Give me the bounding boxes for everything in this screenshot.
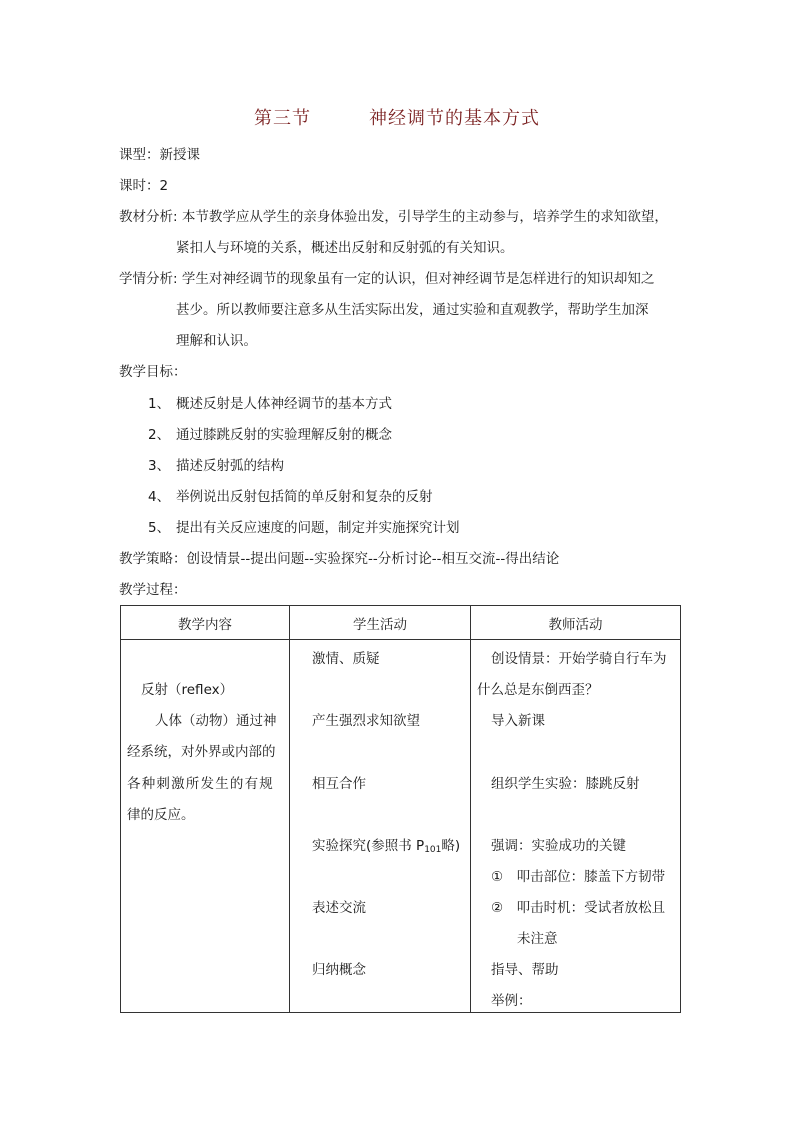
goal-item: 2、 通过膝跳反射的实验理解反射的概念: [148, 427, 392, 443]
student-activity: 实验探究(参照书 $P_{101}$略): [312, 838, 461, 855]
teacher-activity: 强调：实验成功的关键: [491, 838, 626, 854]
class-hours: 课时：2: [119, 178, 169, 194]
title-section: 第三节: [254, 108, 311, 129]
goal-item: 5、 提出有关反应速度的问题，制定并实施探究计划: [148, 520, 460, 536]
teacher-activity: 创设情景：开始学骑自行车为: [491, 651, 667, 667]
teacher-activity: 导入新课: [491, 713, 545, 729]
teacher-activity: 指导、帮助: [491, 962, 559, 978]
teacher-activity: 举例：: [491, 993, 532, 1009]
teacher-activity: 什么总是东倒西歪？: [477, 682, 599, 698]
teacher-activity: ② 叩击时机：受试者放松且: [491, 900, 666, 916]
teaching-process-table: [120, 605, 681, 1013]
document-title: [0, 104, 794, 130]
table-row: [121, 640, 681, 1013]
material-analysis-line2: 紧扣人与环境的关系，概述出反射和反射弧的有关知识。: [176, 240, 514, 256]
learner-analysis-line2: 甚少。所以教师要注意多从生活实际出发，通过实验和直观教学，帮助学生加深: [176, 302, 649, 318]
goal-item: 1、 概述反射是人体神经调节的基本方式: [148, 396, 392, 412]
column-header-student: 学生活动: [290, 606, 471, 640]
student-activity: 激情、质疑: [312, 651, 380, 667]
reflex-definition: 各种刺激所发生的有规: [127, 776, 274, 792]
student-activity: 表述交流: [312, 900, 366, 916]
process-heading: 教学过程：: [119, 582, 187, 598]
goal-item: 3、 描述反射弧的结构: [148, 458, 284, 474]
student-activity: 产生强烈求知欲望: [312, 713, 420, 729]
reflex-definition: 人体（动物）通过神: [155, 713, 277, 729]
teacher-activity: 未注意: [517, 931, 558, 947]
title-topic: 神经调节的基本方式: [369, 108, 540, 129]
learner-analysis-line1: 学情分析: 学生对神经调节的现象虽有一定的认识，但对神经调节是怎样进行的知识却知之: [119, 271, 655, 287]
content-cell: [121, 640, 290, 1013]
column-header-content: 教学内容: [121, 606, 290, 640]
teacher-activity: 组织学生实验：膝跳反射: [491, 776, 640, 792]
goal-item: 4、 举例说出反射包括简的单反射和复杂的反射: [148, 489, 433, 505]
student-activity-cell: [290, 640, 471, 1013]
material-analysis-line1: 教材分析: 本节教学应从学生的亲身体验出发，引导学生的主动参与，培养学生的求知欲望，: [119, 209, 668, 225]
learner-analysis-line3: 理解和认识。: [176, 333, 257, 349]
student-activity: 相互合作: [312, 776, 366, 792]
column-header-teacher: 教师活动: [471, 606, 681, 640]
teacher-activity-cell: [471, 640, 681, 1013]
student-activity: 归纳概念: [312, 962, 366, 978]
reflex-definition: 律的反应。: [127, 807, 195, 823]
table-header-row: [121, 606, 681, 640]
reflex-definition: 经系统，对外界或内部的: [127, 744, 276, 760]
goals-heading: 教学目标：: [119, 364, 187, 380]
teacher-activity: ① 叩击部位：膝盖下方韧带: [491, 869, 666, 885]
teaching-strategy: 教学策略：创设情景--提出问题--实验探究--分析讨论--相互交流--得出结论: [119, 551, 560, 567]
course-type: 课型：新授课: [119, 147, 200, 163]
reflex-term: 反射（reflex）: [141, 682, 234, 698]
